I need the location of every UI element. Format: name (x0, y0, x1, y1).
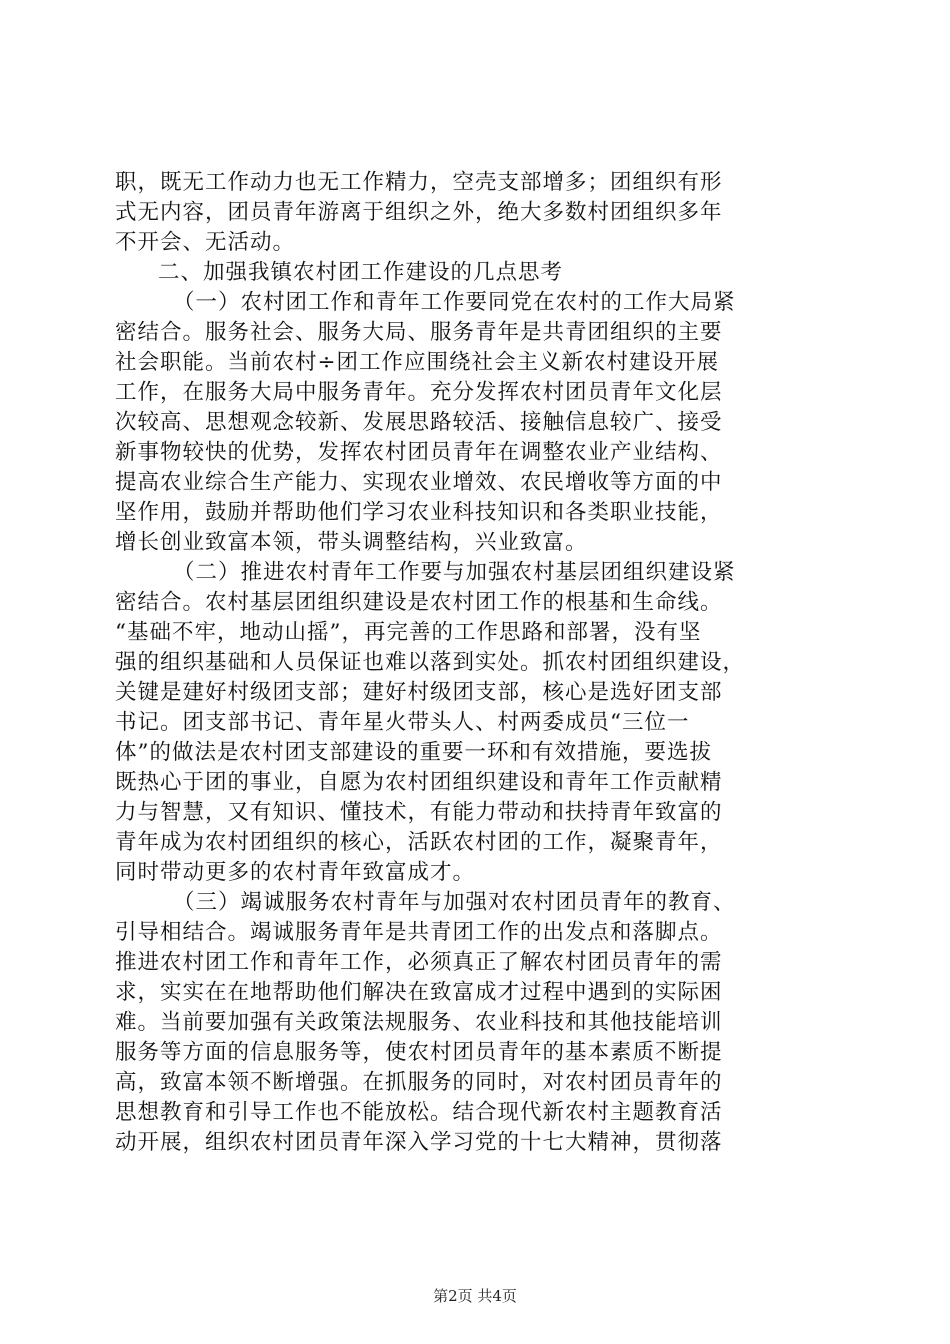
text-line: 式无内容，团员青年游离于组织之外，绝大多数村团组织多年 (115, 200, 723, 225)
text-line: 同时带动更多的农村青年致富成才。 (115, 860, 476, 885)
text-line: 新事物较快的优势，发挥农村团员青年在调整农业产业结构、 (115, 440, 723, 465)
text-line: 书记。团支部书记、青年星火带头人、村两委成员“三位一 (115, 710, 690, 735)
text-line: “基础不牢，地动山摇”，再完善的工作思路和部署，没有坚 (115, 620, 702, 645)
text-line: 青年成为农村团组织的核心，活跃农村团的工作，凝聚青年， (115, 830, 723, 855)
text-line: 推进农村团工作和青年工作，必须真正了解农村团员青年的需 (115, 950, 723, 975)
text-line: 引导相结合。竭诚服务青年是共青团工作的出发点和落脚点。 (115, 920, 723, 945)
text-line: 体”的做法是农村团支部建设的重要一环和有效措施，要选拔 (115, 740, 712, 765)
text-line: 难。当前要加强有关政策法规服务、农业科技和其他技能培训 (115, 1010, 723, 1035)
paragraph-start-line: （三）竭诚服务农村青年与加强对农村团员青年的教育、 (173, 890, 736, 915)
text-line: 思想教育和引导工作也不能放松。结合现代新农村主题教育活 (115, 1100, 723, 1125)
text-line: 增长创业致富本领，带头调整结构，兴业致富。 (115, 530, 588, 555)
text-line: 不开会、无活动。 (115, 230, 296, 255)
text-line: 高，致富本领不断增强。在抓服务的同时，对农村团员青年的 (115, 1070, 723, 1095)
text-line: 强的组织基础和人员保证也难以落到实处。抓农村团组织建设， (115, 650, 746, 675)
document-body (115, 168, 835, 1158)
text-line: 力与智慧，又有知识、懂技术，有能力带动和扶持青年致富的 (115, 800, 723, 825)
text-line: 工作，在服务大局中服务青年。充分发挥农村团员青年文化层 (115, 380, 723, 405)
text-line: 服务等方面的信息服务等，使农村团员青年的基本素质不断提 (115, 1040, 723, 1065)
text-line: 密结合。服务社会、服务大局、服务青年是共青团组织的主要 (115, 320, 723, 345)
text-line: 提高农业综合生产能力、实现农业增效、农民增收等方面的中 (115, 470, 723, 495)
text-line: 社会职能。当前农村÷团工作应围绕社会主义新农村建设开展 (115, 350, 720, 375)
text-line: 密结合。农村基层团组织建设是农村团工作的根基和生命线。 (115, 590, 723, 615)
paragraph-start-line: （二）推进农村青年工作要与加强农村基层团组织建设紧 (173, 560, 736, 585)
text-line: 次较高、思想观念较新、发展思路较活、接触信息较广、接受 (115, 410, 723, 435)
text-line: 职，既无工作动力也无工作精力，空壳支部增多；团组织有形 (115, 170, 723, 195)
text-line: 关键是建好村级团支部；建好村级团支部，核心是选好团支部 (115, 680, 723, 705)
section-heading: 二、加强我镇农村团工作建设的几点思考 (158, 260, 564, 285)
paragraph-start-line: （一）农村团工作和青年工作要同党在农村的工作大局紧 (173, 290, 736, 315)
text-line: 坚作用，鼓励并帮助他们学习农业科技知识和各类职业技能， (115, 500, 723, 525)
text-line: 既热心于团的事业，自愿为农村团组织建设和青年工作贡献精 (115, 770, 723, 795)
page-number-footer: 第2页 共4页 (433, 1287, 517, 1305)
text-line: 求，实实在在地帮助他们解决在致富成才过程中遇到的实际困 (115, 980, 723, 1005)
text-line: 动开展，组织农村团员青年深入学习党的十七大精神，贯彻落 (115, 1130, 723, 1155)
